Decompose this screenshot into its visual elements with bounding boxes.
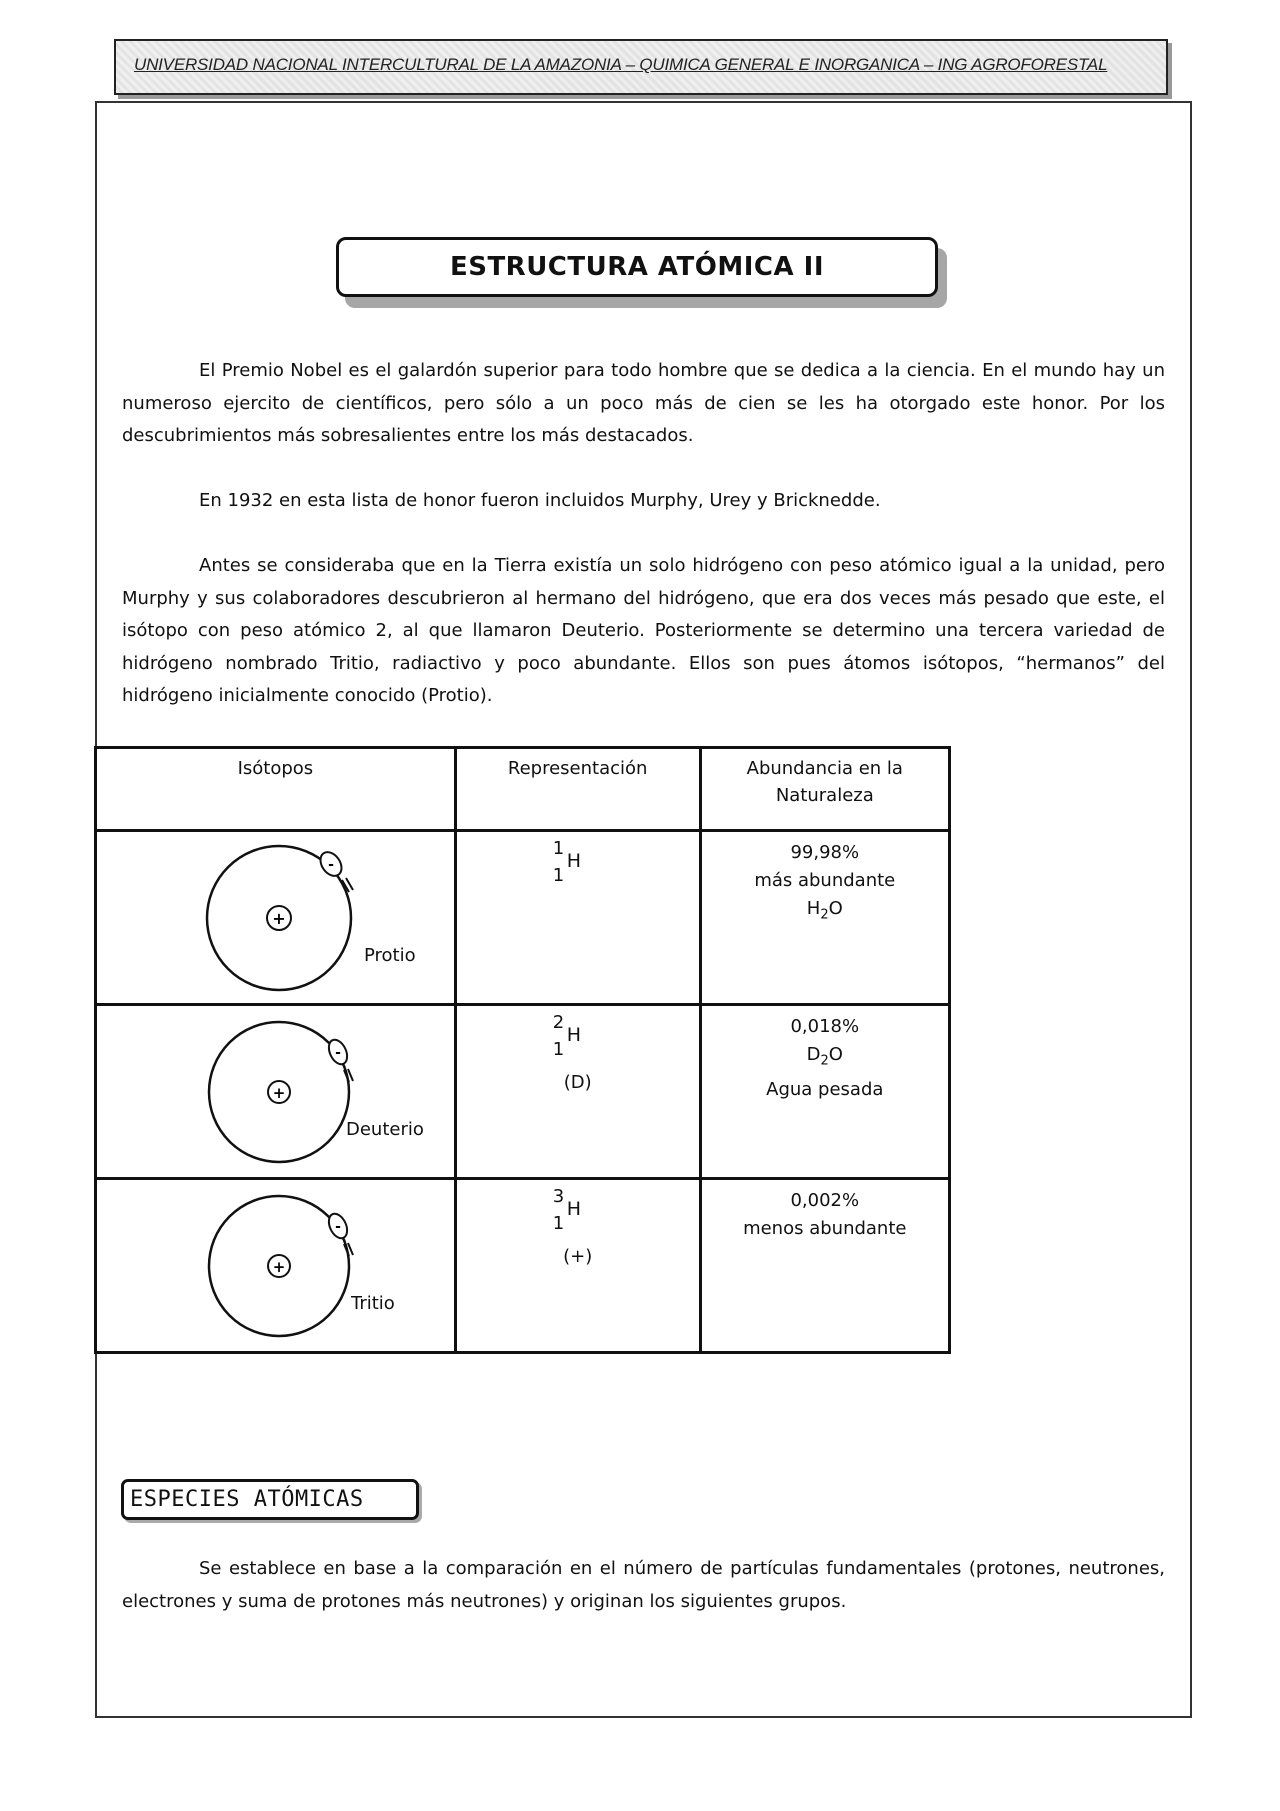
- deuterio-representation: [457, 1006, 699, 1177]
- table-row: [96, 1005, 950, 1179]
- electron-symbol: -: [335, 1045, 341, 1061]
- deuterio-atom-diagram: [97, 1006, 457, 1170]
- protio-representation: [457, 832, 699, 1003]
- page-title: ESTRUCTURA ATÓMICA II: [449, 252, 825, 282]
- tritio-cell: [96, 1179, 456, 1353]
- title-box: [336, 237, 938, 297]
- protio-label: Protio: [364, 945, 416, 966]
- table-row: [96, 1179, 950, 1353]
- mass-number: 3: [552, 1186, 565, 1207]
- protio-atom-diagram: [97, 832, 457, 996]
- header-isotopos-label: Isótopos: [237, 758, 314, 779]
- element-symbol: H: [566, 850, 582, 872]
- element-symbol: H: [566, 1024, 582, 1046]
- header-abundancia-line2: Naturaleza: [775, 785, 874, 806]
- abundance-value: 0,002%: [790, 1190, 860, 1211]
- deuterio-abundance-cell: [700, 1005, 949, 1179]
- table-row: [96, 831, 950, 1005]
- paragraph-1932: En 1932 en esta lista de honor fueron incluidos Murphy, Urey y Bricknedde.: [199, 490, 881, 511]
- header-banner: [114, 39, 1168, 95]
- mass-number: 2: [552, 1012, 565, 1033]
- section-title: ESPECIES ATÓMICAS: [130, 1487, 364, 1512]
- abundance-note: menos abundante: [743, 1218, 907, 1239]
- nucleus-symbol: +: [272, 1084, 286, 1102]
- abundance-value: 0,018%: [790, 1016, 860, 1037]
- deuterio-label: Deuterio: [346, 1119, 424, 1140]
- header-isotopos: [96, 748, 456, 831]
- electron-symbol: -: [335, 1219, 341, 1235]
- header-abundancia: [700, 748, 949, 831]
- nucleus-symbol: +: [272, 1258, 286, 1276]
- paragraph-nobel: El Premio Nobel es el galardón superior para todo hombre que se dedica a la ciencia. En el mundo hay un numeroso ejercito de científicos, pero sólo a un poco más de cien se les ha otorgado este honor. Por los descubrimientos más sobresalientes entre los más destacados.: [122, 360, 1165, 446]
- tritio-label: Tritio: [351, 1293, 395, 1314]
- header-text: UNIVERSIDAD NACIONAL INTERCULTURAL DE LA AMAZONIA – QUIMICA GENERAL E INORGANICA – ING AGROFORESTAL: [134, 55, 1108, 74]
- abundance-note: Agua pesada: [766, 1078, 884, 1100]
- deuterio-representation-cell: [455, 1005, 700, 1179]
- tritio-atom-diagram: [97, 1180, 457, 1344]
- formula-d2o: $D_2O$: [806, 1044, 843, 1069]
- tritio-representation-cell: [455, 1179, 700, 1353]
- protio-representation-cell: [455, 831, 700, 1005]
- paragraph-especies: Se establece en base a la comparación en el número de partículas fundamentales (protones, neutrones, electrones y suma de protones más neutrones) y originan los siguientes grupos.: [122, 1558, 1165, 1612]
- isotope-symbol-note: (+): [563, 1246, 593, 1267]
- formula-h2o: $H_2O$: [806, 898, 843, 923]
- protio-cell: [96, 831, 456, 1005]
- nucleus-symbol: +: [272, 909, 286, 928]
- electron-symbol: -: [328, 857, 334, 873]
- section-heading-box: [121, 1479, 419, 1520]
- header-abundancia-line1: Abundancia en la: [746, 758, 903, 779]
- mass-number: 1: [552, 838, 565, 859]
- protio-abundance-cell: [700, 831, 949, 1005]
- atomic-number: 1: [552, 1213, 565, 1234]
- deuterio-cell: [96, 1005, 456, 1179]
- atomic-number: 1: [552, 1039, 565, 1060]
- tritio-abundance-cell: [700, 1179, 949, 1353]
- isotope-symbol-note: (D): [563, 1072, 592, 1093]
- atomic-number: 1: [552, 865, 565, 886]
- paragraph-isotopes: Antes se consideraba que en la Tierra existía un solo hidrógeno con peso atómico igual a la unidad, pero Murphy y sus colaboradores descubrieron al hermano del hidrógeno, que era dos veces más pesado que este, el isótopo con peso atómico 2, al que llamaron Deuterio. Posteriormente se determino una tercera variedad de hidrógeno nombrado Tritio, radiactivo y poco abundante. Ellos son pues átomos isótopos, “hermanos” del hidrógeno inicialmente conocido (Protio).: [122, 555, 1165, 706]
- table-header-row: [96, 748, 950, 831]
- header-representacion: [455, 748, 700, 831]
- abundance-value: 99,98%: [790, 842, 860, 863]
- element-symbol: H: [566, 1198, 582, 1220]
- isotopes-table: [94, 746, 951, 1354]
- tritio-representation: [457, 1180, 699, 1351]
- header-representacion-label: Representación: [507, 758, 648, 779]
- abundance-note: más abundante: [754, 870, 896, 891]
